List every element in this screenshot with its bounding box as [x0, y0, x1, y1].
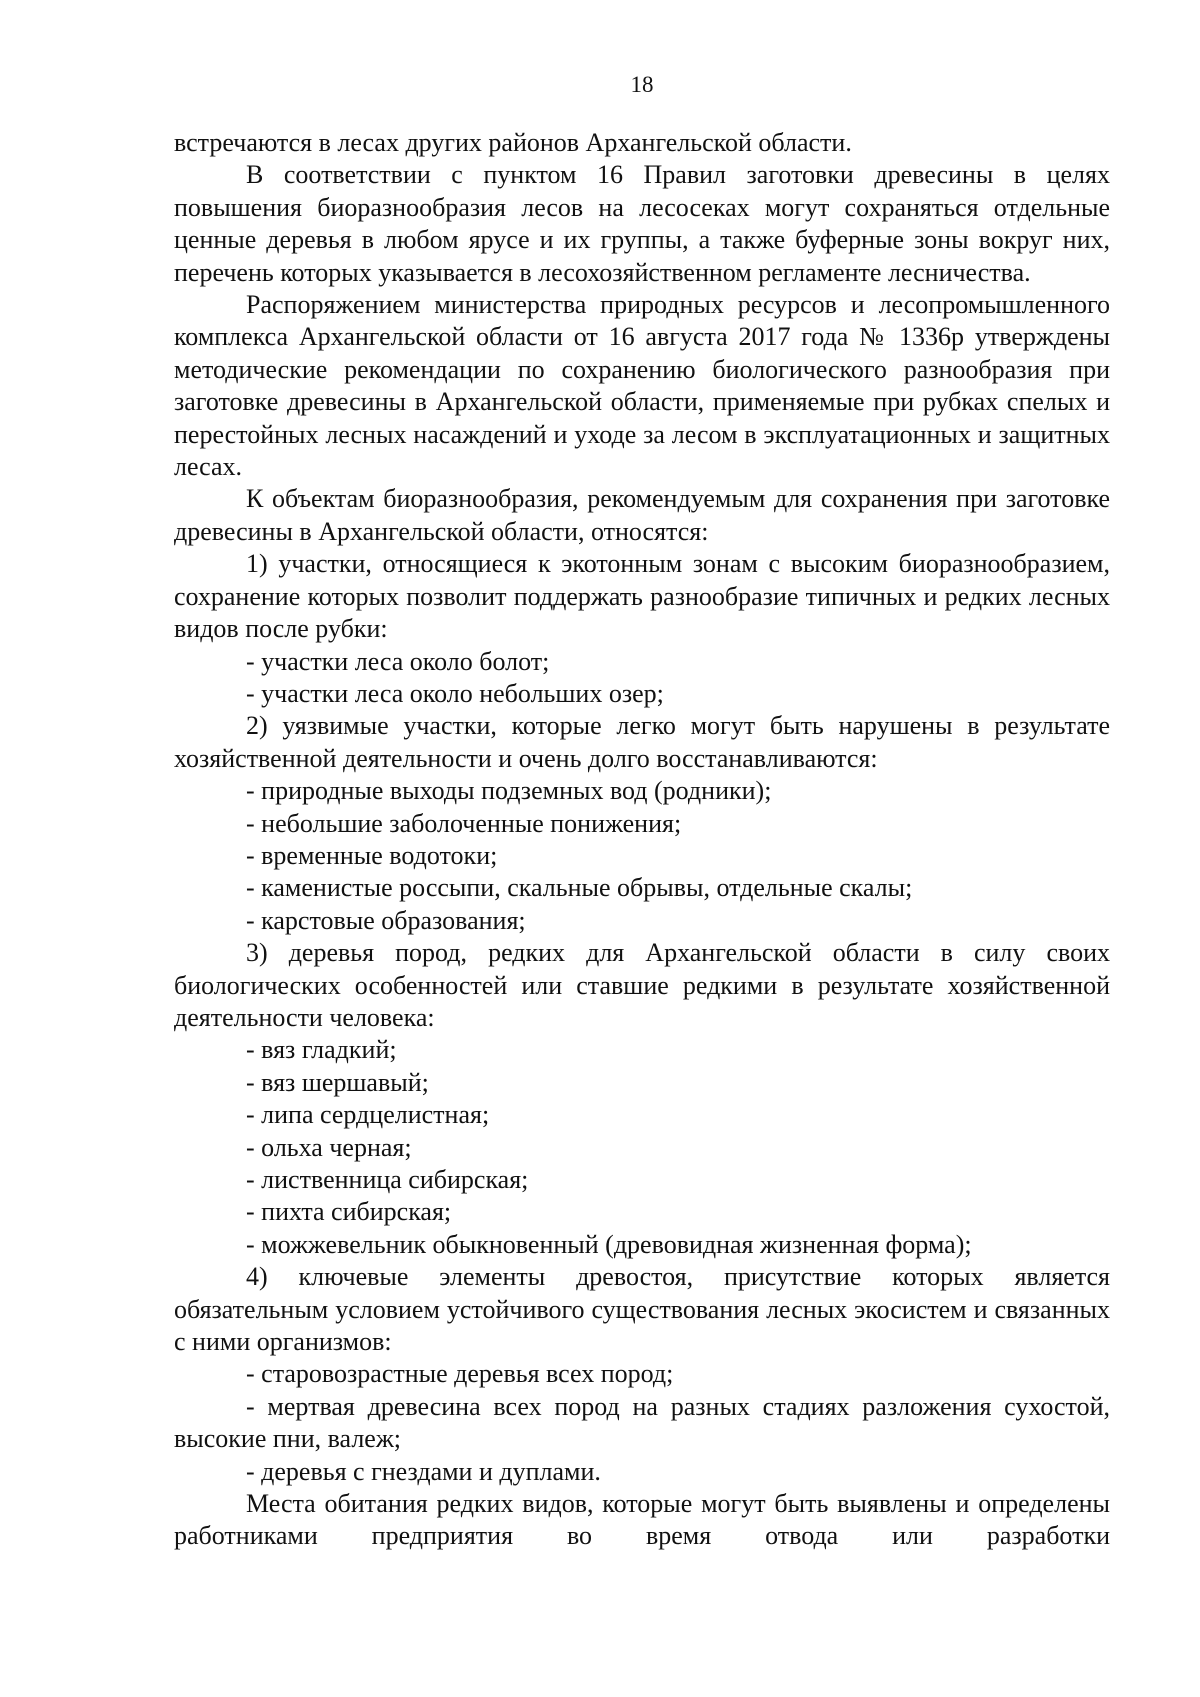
dash-item: - каменистые россыпи, скальные обрывы, отдельные скалы; — [246, 873, 913, 903]
dash-item: - старовозрастные деревья всех пород; — [246, 1359, 674, 1389]
dash-item: - пихта сибирская; — [246, 1197, 452, 1227]
dash-item: - лиственница сибирская; — [246, 1165, 529, 1194]
document-body — [174, 127, 1110, 1553]
list-item-ecotone-zones: 1) участки, относящиеся к экотонным зонам с высоким биоразнообразием, сохранение которых позволит поддержать разнообразие типичных и редких лесных видов после рубки: — [174, 549, 1110, 644]
list-item-rare-trees: 3) деревья пород, редких для Архангельской области в силу своих биологических особенностей или ставшие редкими в результате хозяйственной деятельности человека: — [174, 938, 1110, 1032]
paragraph-ministry-order: Распоряжением министерства природных ресурсов и лесопромышленного комплекса Архангельской области от 16 августа 2017 года № 1336р утверждены методические рекомендации по сохранению биологического разнообразия при заготовке древесины в Архангельской области, применяемые при рубках спелых и перестойных лесных насаждений и уходе за лесом в эксплуатационных и защитных лесах. — [174, 290, 1110, 482]
list-item-vulnerable-areas: 2) уязвимые участки, которые легко могут быть нарушены в результате хозяйственной деятельности и очень долго восстанавливаются: — [174, 711, 1110, 773]
paragraph-felling-rules: В соответствии с пунктом 16 Правил заготовки древесины в целях повышения биоразнообразия лесов на лесосеках могут сохраняться отдельные ценные деревья в любом ярусе и их группы, а также буферные зоны вокруг них, перечень которых указывается в лесохозяйственном регламенте лесничества. — [174, 160, 1110, 287]
list-item-key-elements: 4) ключевые элементы древостоя, присутствие которых является обязательным условием устойчивого существования лесных экосистем и связанных с ними организмов: — [174, 1262, 1110, 1357]
paragraph-biodiversity-objects: К объектам биоразнообразия, рекомендуемым для сохранения при заготовке древесины в Архангельской области, относятся: — [174, 484, 1110, 546]
paragraph-rare-species-habitats: Места обитания редких видов, которые могут быть выявлены и определены работниками предприятия во время отвода или разработки — [174, 1489, 1110, 1551]
dash-item: - природные выходы подземных вод (родники); — [246, 776, 772, 806]
dash-item: - вяз шершавый; — [246, 1067, 429, 1097]
page-number: 18 — [630, 72, 654, 97]
paragraph-continuation: встречаются в лесах других районов Архангельской области. — [174, 128, 852, 157]
dash-item: - участки леса около болот; — [246, 646, 550, 676]
dash-item: - деревья с гнездами и дуплами. — [246, 1456, 601, 1486]
dash-item: - липа сердцелистная; — [246, 1100, 490, 1130]
dash-item: - небольшие заболоченные понижения; — [246, 808, 682, 838]
dash-item: - временные водотоки; — [246, 840, 498, 870]
dash-item: - карстовые образования; — [246, 905, 526, 935]
dash-item: - мертвая древесина всех пород на разных стадиях разложения сухостой, высокие пни, валеж; — [174, 1391, 1110, 1454]
dash-item: - ольха черная; — [246, 1132, 412, 1162]
dash-item: - можжевельник обыкновенный (древовидная жизненная форма); — [246, 1229, 972, 1259]
dash-item: - вяз гладкий; — [246, 1035, 397, 1065]
dash-item: - участки леса около небольших озер; — [246, 678, 664, 708]
